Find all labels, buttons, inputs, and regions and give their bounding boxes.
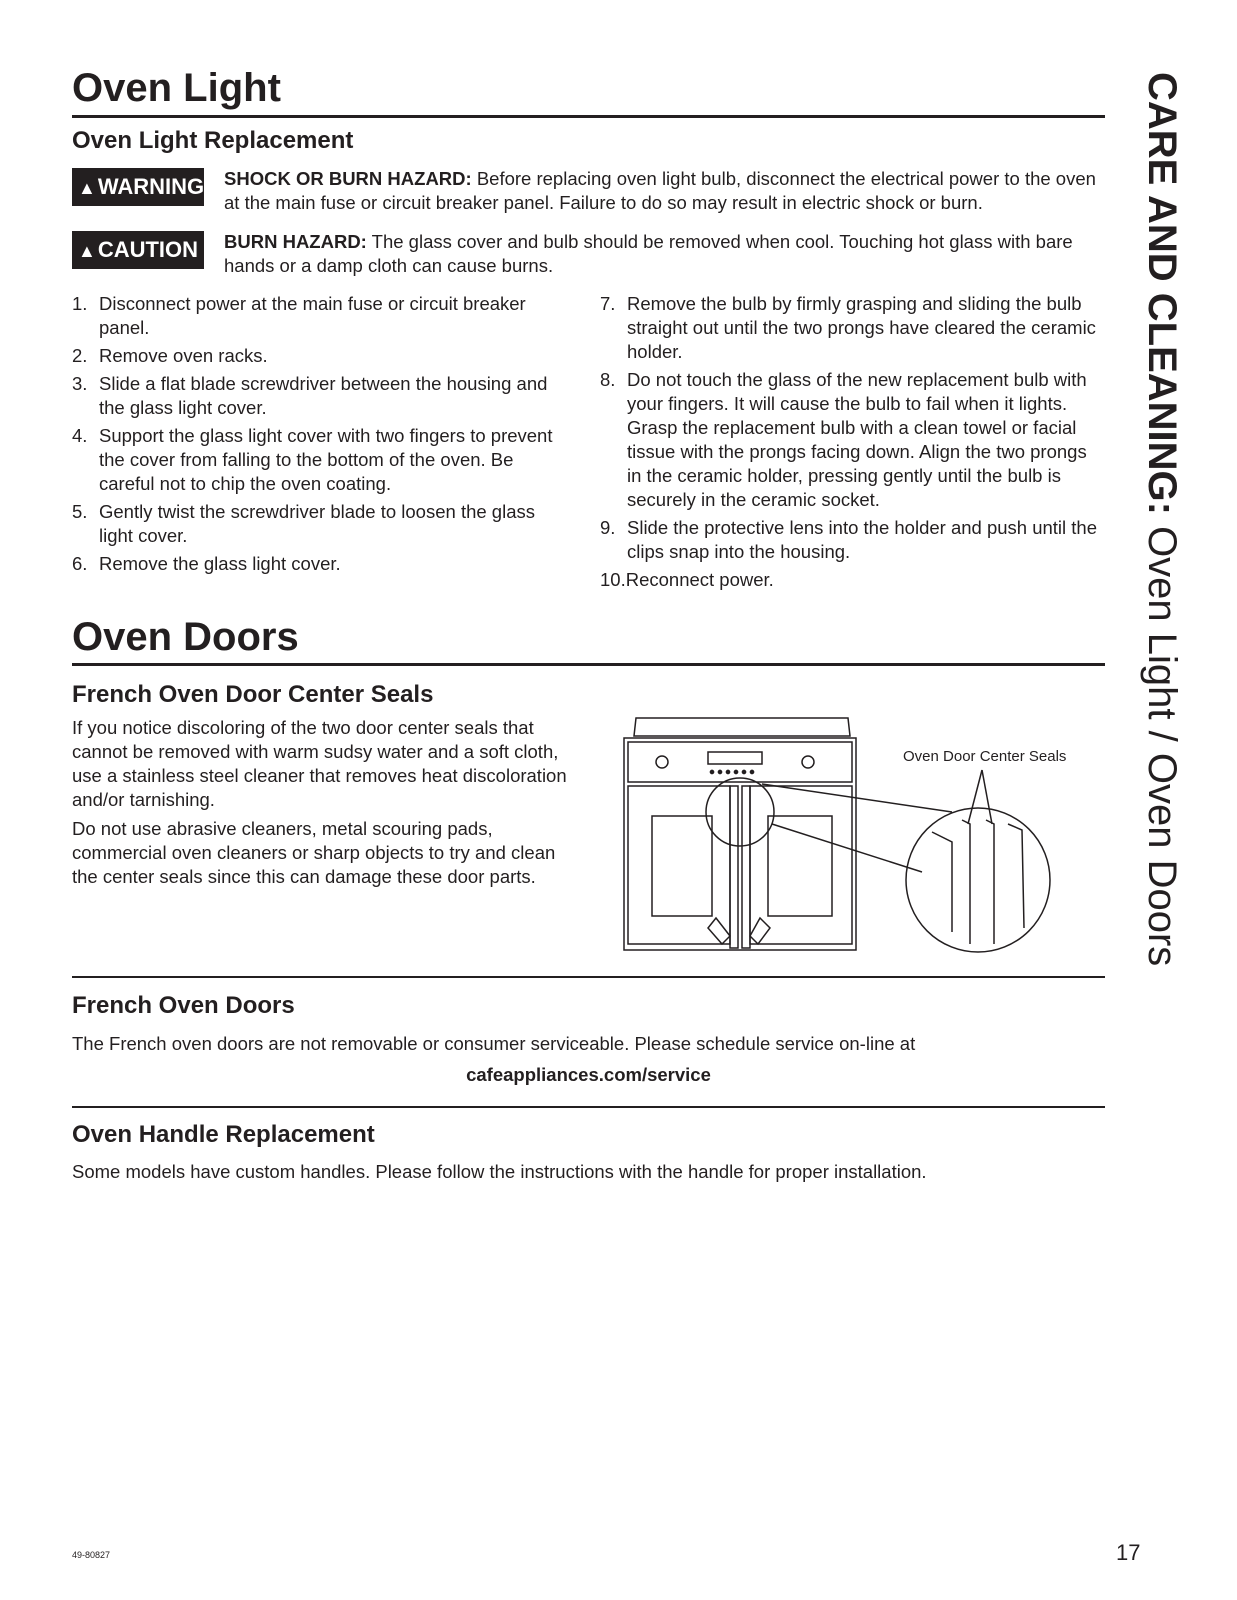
list-item: 2. Remove oven racks. <box>72 345 268 366</box>
steps-list-left <box>72 292 572 580</box>
section-title-oven-doors: Oven Doors <box>72 615 299 659</box>
center-seals-paragraph-2: Do not use abrasive cleaners, metal scouring pads, commercial oven cleaners or sharp objects to try and clean the center seals since this can damage these door parts. <box>72 818 556 887</box>
warning-label: WARNING <box>97 174 205 199</box>
warning-triangle-icon: ▲ <box>78 178 96 198</box>
caution-badge <box>72 231 204 269</box>
list-item: 3. Slide a flat blade screwdriver between the housing and the glass light cover. <box>72 373 548 418</box>
service-url-link[interactable]: cafeappliances.com/service <box>466 1064 711 1085</box>
list-item: 5. Gently twist the screwdriver blade to loosen the glass light cover. <box>72 501 535 546</box>
warning-badge <box>72 168 204 206</box>
caution-heading: BURN HAZARD: <box>224 231 367 252</box>
handle-text: Some models have custom handles. Please follow the instructions with the handle for proper installation. <box>72 1161 927 1182</box>
caution-triangle-icon: ▲ <box>78 241 96 261</box>
warning-body: Before replacing oven light bulb, disconnect the electrical power to the oven at the main fuse or circuit breaker panel. Failure to do so may result in electric shock or burn. <box>224 168 1096 213</box>
subsection-title-oven-handle-replacement: Oven Handle Replacement <box>72 1121 375 1148</box>
figure-label: Oven Door Center Seals <box>903 748 1067 765</box>
page-number: 17 <box>1116 1540 1141 1565</box>
side-tab-bold: CARE AND CLEANING: <box>1140 72 1184 515</box>
french-doors-text: The French oven doors are not removable or consumer serviceable. Please schedule service on-line at <box>72 1033 916 1054</box>
list-item: 9. Slide the protective lens into the holder and push until the clips snap into the housing. <box>600 517 1098 562</box>
section-rule <box>72 663 1105 666</box>
subsection-title-center-seals: French Oven Door Center Seals <box>72 681 434 708</box>
center-seals-paragraph-1: If you notice discoloring of the two door center seals that cannot be removed with warm sudsy water and a soft cloth, use a stainless steel cleaner that removes heat discoloration and/or tarnishing. <box>72 717 567 810</box>
caution-label: CAUTION <box>97 237 199 262</box>
warning-heading: SHOCK OR BURN HAZARD: <box>224 168 472 189</box>
side-tab-light: Oven Light / Oven Doors <box>1140 514 1184 967</box>
subsection-title-french-oven-doors: French Oven Doors <box>72 992 295 1019</box>
list-item: 6. Remove the glass light cover. <box>72 553 341 574</box>
side-tab <box>1142 72 1182 966</box>
caution-body: The glass cover and bulb should be removed when cool. Touching hot glass with bare hands or a damp cloth can cause burns. <box>224 231 1073 276</box>
section-rule <box>72 115 1105 118</box>
warning-text <box>224 167 1104 215</box>
section-title-oven-light: Oven Light <box>72 66 281 110</box>
steps-list-right <box>600 292 1105 596</box>
document-code: 49-80827 <box>72 1550 111 1560</box>
subsection-title-oven-light-replacement: Oven Light Replacement <box>72 127 354 154</box>
list-item: 4. Support the glass light cover with two fingers to prevent the cover from falling to the bottom of the oven. Be careful not to chip the oven coating. <box>72 425 553 494</box>
list-item: 1. Disconnect power at the main fuse or circuit breaker panel. <box>72 293 526 338</box>
divider-rule <box>72 976 1105 978</box>
caution-text <box>224 230 1104 278</box>
list-item: 10.Reconnect power. <box>600 569 774 590</box>
divider-rule <box>72 1106 1105 1108</box>
list-item: 7. Remove the bulb by firmly grasping and sliding the bulb straight out until the two prongs have cleared the ceramic holder. <box>600 293 1096 362</box>
list-item: 8. Do not touch the glass of the new replacement bulb with your fingers. It will cause the bulb to fail when it lights. Grasp the replacement bulb with a clean towel or facial tissue with the prongs facing down. Align the two prongs in the ceramic holder, pressing gently until the bulb is securely in the ceramic socket. <box>600 369 1087 510</box>
